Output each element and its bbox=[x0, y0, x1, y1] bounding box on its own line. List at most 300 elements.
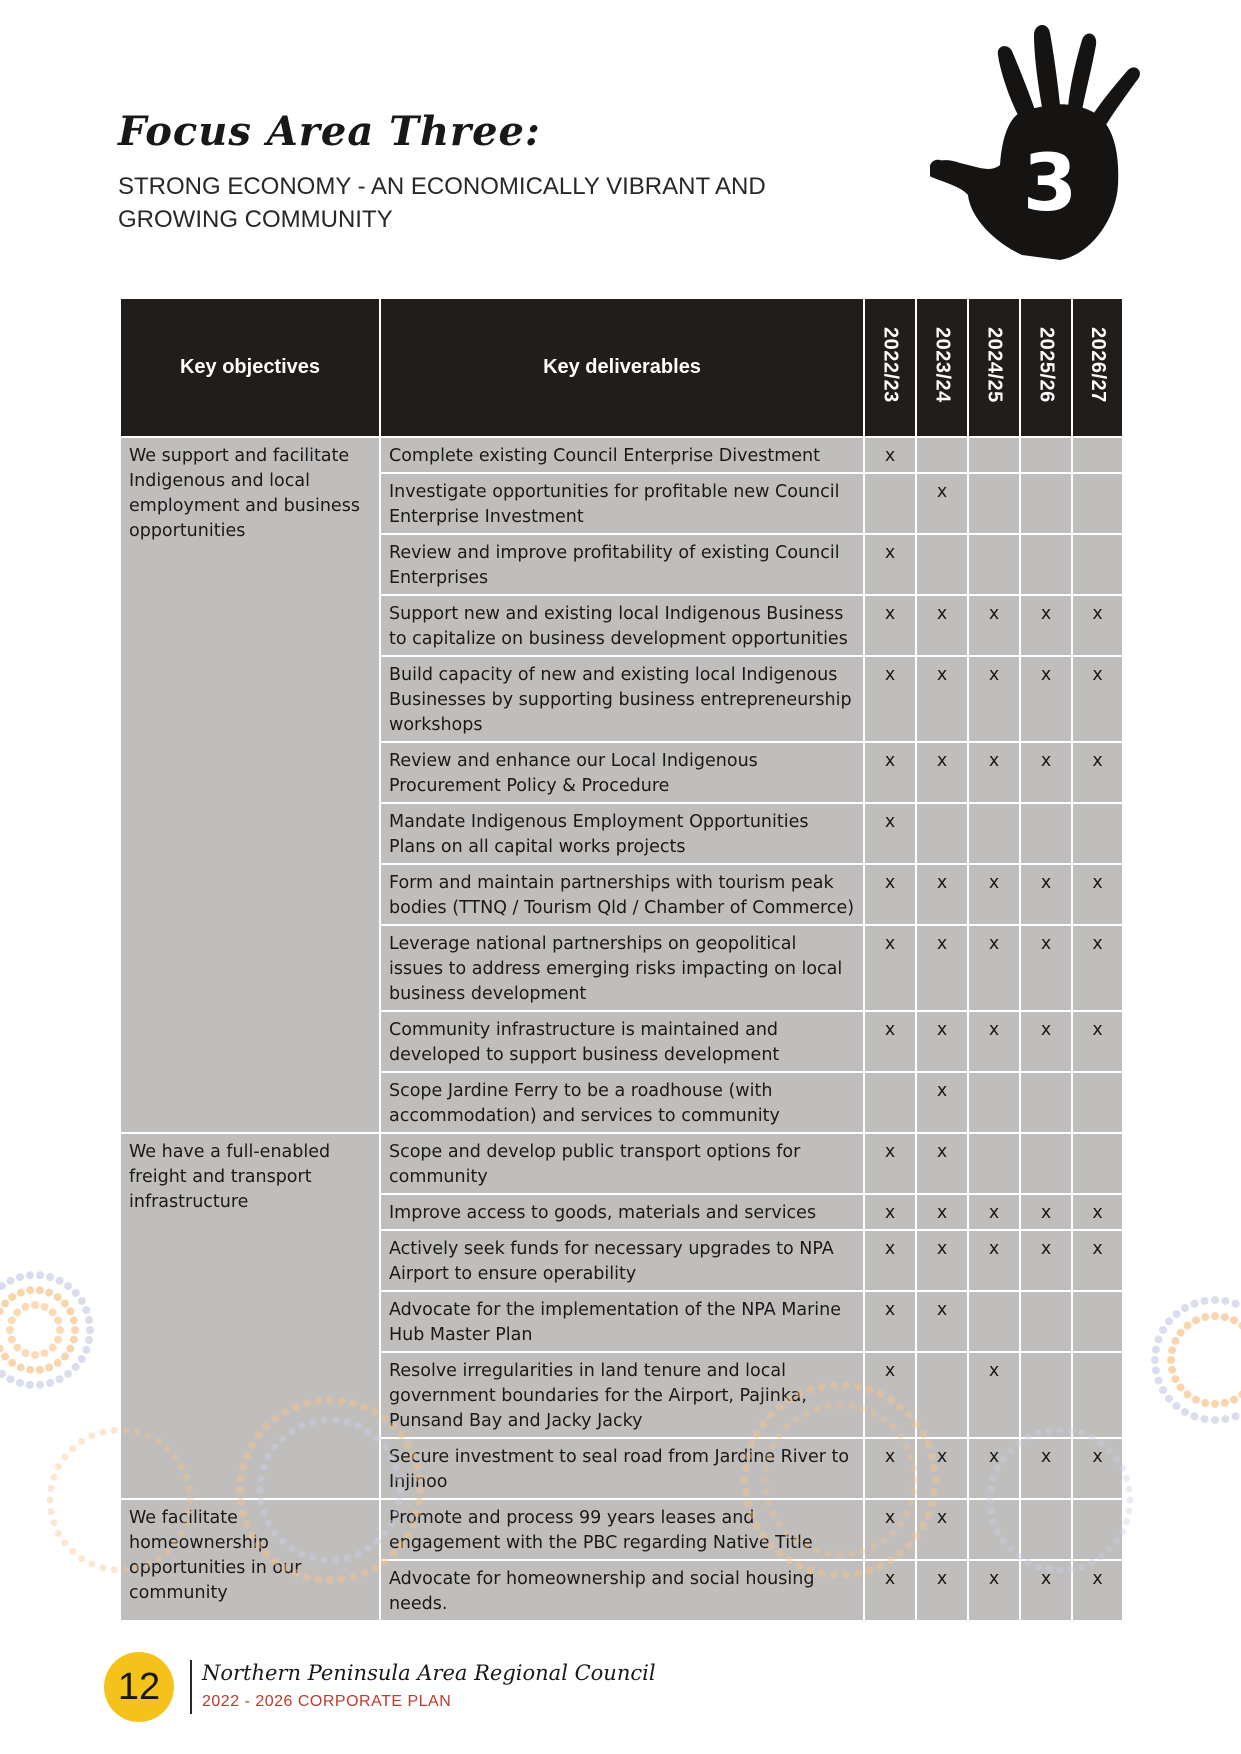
decor-dot bbox=[321, 1556, 328, 1563]
decor-dot bbox=[931, 1476, 939, 1484]
year-mark: x bbox=[1020, 925, 1072, 1011]
decor-dot bbox=[78, 1297, 86, 1305]
decor-dot bbox=[13, 1308, 21, 1316]
decor-dot bbox=[1119, 1465, 1126, 1472]
decor-dot bbox=[381, 1557, 389, 1565]
decor-dot bbox=[279, 1538, 286, 1545]
year-mark: x bbox=[916, 1072, 968, 1133]
decor-dot bbox=[69, 1445, 76, 1452]
decor-dot bbox=[239, 1509, 247, 1517]
decor-dot bbox=[807, 1386, 815, 1394]
decor-dot bbox=[178, 1530, 185, 1537]
decor-dot bbox=[905, 1411, 913, 1419]
decor-dot bbox=[344, 1419, 351, 1426]
year-mark: x bbox=[916, 925, 968, 1011]
decor-dot bbox=[26, 1271, 34, 1279]
decor-dot bbox=[281, 1564, 289, 1572]
year-mark: x bbox=[916, 595, 968, 656]
decor-dot bbox=[47, 1508, 54, 1515]
decor-dot bbox=[314, 1397, 322, 1405]
decor-dot bbox=[8, 1293, 16, 1301]
decor-dot bbox=[371, 1408, 379, 1416]
decor-dot bbox=[45, 1289, 53, 1297]
decor-dot bbox=[13, 1344, 21, 1352]
decor-dot bbox=[279, 1435, 286, 1442]
deliverable-cell: Advocate for the implementation of the NPA Marine Hub Master Plan bbox=[380, 1291, 864, 1352]
decor-dot bbox=[930, 1464, 938, 1472]
decor-dot bbox=[332, 1556, 339, 1563]
decor-dot bbox=[41, 1303, 49, 1311]
decor-dot bbox=[1046, 1566, 1053, 1573]
decor-dot bbox=[82, 1346, 90, 1354]
decor-dot bbox=[111, 1566, 118, 1573]
decor-dot bbox=[66, 1307, 74, 1315]
year-mark: x bbox=[864, 742, 916, 803]
decor-dot bbox=[842, 1381, 850, 1389]
year-mark: x bbox=[864, 864, 916, 925]
year-mark: x bbox=[968, 656, 1020, 742]
decor-dot bbox=[54, 1359, 62, 1367]
deliverable-cell: Scope Jardine Ferry to be a roadhouse (with accommodation) and services to community bbox=[380, 1072, 864, 1133]
decor-dot bbox=[46, 1273, 54, 1281]
decor-dot bbox=[1168, 1346, 1176, 1354]
decor-dot bbox=[21, 1303, 29, 1311]
decor-dot bbox=[912, 1477, 919, 1484]
decor-dot bbox=[271, 1415, 279, 1423]
decor-dot bbox=[71, 1326, 79, 1334]
year-mark: x bbox=[1072, 656, 1123, 742]
year-mark bbox=[968, 437, 1020, 473]
decor-dot bbox=[759, 1532, 767, 1540]
decor-dot bbox=[1015, 1440, 1022, 1447]
decor-dot bbox=[753, 1522, 761, 1530]
decor-dot bbox=[1232, 1300, 1240, 1308]
decor-dot bbox=[122, 1427, 129, 1434]
year-mark: x bbox=[1072, 925, 1123, 1011]
year-mark: x bbox=[1020, 1011, 1072, 1072]
decor-dot bbox=[183, 1474, 190, 1481]
decor-dot bbox=[396, 1475, 403, 1482]
decor-dot bbox=[762, 1477, 769, 1484]
decor-dot bbox=[134, 1564, 141, 1571]
decor-dot bbox=[1159, 1326, 1167, 1334]
decor-dot bbox=[1067, 1427, 1074, 1434]
decor-dot bbox=[82, 1306, 90, 1314]
decor-dot bbox=[890, 1530, 897, 1537]
decor-dot bbox=[36, 1366, 44, 1374]
decor-dot bbox=[1159, 1386, 1167, 1394]
year-mark: x bbox=[916, 1291, 968, 1352]
decor-dot bbox=[1127, 1497, 1134, 1504]
decor-dot bbox=[409, 1520, 417, 1528]
decor-dot bbox=[239, 1463, 247, 1471]
decor-dot bbox=[1106, 1447, 1113, 1454]
year-mark: x bbox=[916, 1011, 968, 1072]
year-mark: x bbox=[916, 656, 968, 742]
decor-dot bbox=[825, 1551, 832, 1558]
decor-dot bbox=[413, 1509, 421, 1517]
deliverable-cell: Support new and existing local Indigenous Business to capitalize on business development opportunities bbox=[380, 595, 864, 656]
decor-dot bbox=[890, 1423, 897, 1430]
decor-dot bbox=[360, 1569, 368, 1577]
objective-cell: We support and facilitate Indigenous and local employment and business opportunities bbox=[120, 437, 380, 1133]
decor-dot bbox=[911, 1465, 918, 1472]
decor-dot bbox=[854, 1383, 862, 1391]
decor-dot bbox=[742, 1464, 750, 1472]
decor-dot bbox=[172, 1454, 179, 1461]
year-mark: x bbox=[968, 1230, 1020, 1291]
year-mark: x bbox=[1072, 864, 1123, 925]
year-mark bbox=[916, 803, 968, 864]
decor-dot bbox=[382, 1529, 389, 1536]
decor-dot bbox=[1088, 1434, 1095, 1441]
year-mark: x bbox=[916, 1499, 968, 1560]
decor-dot bbox=[770, 1442, 777, 1449]
year-mark: x bbox=[1020, 1438, 1072, 1499]
year-mark: x bbox=[864, 1352, 916, 1438]
decor-dot bbox=[265, 1520, 272, 1527]
decor-dot bbox=[1165, 1317, 1173, 1325]
decor-dot bbox=[46, 1379, 54, 1387]
decor-dot bbox=[72, 1289, 80, 1297]
decor-dot bbox=[785, 1396, 793, 1404]
decor-dot bbox=[1007, 1447, 1014, 1454]
year-mark: x bbox=[968, 1194, 1020, 1230]
decor-dot bbox=[390, 1422, 398, 1430]
decor-dot bbox=[1155, 1335, 1163, 1343]
decor-dot bbox=[887, 1556, 895, 1564]
decor-dot bbox=[50, 1474, 57, 1481]
decor-dot bbox=[792, 1416, 799, 1423]
decor-dot bbox=[842, 1571, 850, 1579]
deliverable-cell: Review and improve profitability of existing Council Enterprises bbox=[380, 534, 864, 595]
decor-dot bbox=[64, 1370, 72, 1378]
decor-dot bbox=[31, 1301, 39, 1309]
decor-dot bbox=[164, 1548, 171, 1555]
decor-dot bbox=[172, 1539, 179, 1546]
decor-dot bbox=[1221, 1415, 1229, 1423]
decor-dot bbox=[164, 1445, 171, 1452]
decor-dot bbox=[69, 1548, 76, 1555]
decor-dot bbox=[911, 1488, 918, 1495]
year-mark bbox=[1072, 1072, 1123, 1133]
decor-dot bbox=[61, 1299, 69, 1307]
table-header-row bbox=[120, 298, 1123, 437]
decor-dot bbox=[56, 1277, 64, 1285]
year-mark: x bbox=[1072, 1560, 1123, 1621]
year-mark: x bbox=[968, 1560, 1020, 1621]
year-mark: x bbox=[1020, 656, 1072, 742]
year-mark: x bbox=[916, 1230, 968, 1291]
decor-dot bbox=[813, 1405, 820, 1412]
year-mark: x bbox=[968, 1438, 1020, 1499]
year-mark bbox=[1020, 437, 1072, 473]
decor-dot bbox=[298, 1551, 305, 1558]
decor-dot bbox=[813, 1548, 820, 1555]
decor-dot bbox=[88, 1561, 95, 1568]
decor-dot bbox=[848, 1551, 855, 1558]
decor-dot bbox=[61, 1539, 68, 1546]
deliverable-cell: Secure investment to seal road from Jardine River to Injinoo bbox=[380, 1438, 864, 1499]
decor-dot bbox=[1057, 1427, 1064, 1434]
decor-dot bbox=[762, 1465, 769, 1472]
decor-dot bbox=[837, 1552, 844, 1559]
deliverable-cell: Review and enhance our Local Indigenous Procurement Policy & Procedure bbox=[380, 742, 864, 803]
year-mark bbox=[1020, 1072, 1072, 1133]
decor-dot bbox=[396, 1498, 403, 1505]
decor-dot bbox=[1119, 1528, 1126, 1535]
decor-dot bbox=[47, 1485, 54, 1492]
decor-dot bbox=[288, 1545, 295, 1552]
decor-dot bbox=[1230, 1316, 1238, 1324]
decor-dot bbox=[344, 1554, 351, 1561]
decor-dot bbox=[61, 1454, 68, 1461]
decor-dot bbox=[897, 1432, 904, 1439]
decor-dot bbox=[1171, 1375, 1179, 1383]
header-year-2025: 2025/26 bbox=[1020, 298, 1072, 437]
decor-dot bbox=[55, 1530, 62, 1537]
decor-dot bbox=[0, 1345, 4, 1353]
decor-dot bbox=[1167, 1356, 1175, 1364]
decor-dot bbox=[56, 1375, 64, 1383]
decor-dot bbox=[748, 1511, 756, 1519]
decor-dot bbox=[309, 1419, 316, 1426]
decor-dot bbox=[397, 1487, 404, 1494]
decor-dot bbox=[1, 1353, 9, 1361]
decor-dot bbox=[314, 1575, 322, 1583]
decor-dot bbox=[1126, 1486, 1133, 1493]
decor-dot bbox=[741, 1476, 749, 1484]
decor-dot bbox=[802, 1410, 809, 1417]
decor-dot bbox=[393, 1509, 400, 1516]
decor-dot bbox=[374, 1435, 381, 1442]
decor-dot bbox=[381, 1415, 389, 1423]
decor-dot bbox=[1000, 1538, 1007, 1545]
year-mark: x bbox=[864, 1560, 916, 1621]
year-mark bbox=[1020, 803, 1072, 864]
decor-dot bbox=[134, 1429, 141, 1436]
decor-dot bbox=[390, 1550, 398, 1558]
decor-dot bbox=[1172, 1402, 1180, 1410]
decor-dot bbox=[1184, 1322, 1192, 1330]
year-mark: x bbox=[1020, 1194, 1072, 1230]
decor-dot bbox=[1201, 1313, 1209, 1321]
decor-dot bbox=[1201, 1399, 1209, 1407]
decor-dot bbox=[848, 1402, 855, 1409]
decor-dot bbox=[349, 1573, 357, 1581]
deliverable-cell: Advocate for homeownership and social housing needs. bbox=[380, 1560, 864, 1621]
decor-dot bbox=[928, 1500, 936, 1508]
decor-dot bbox=[930, 1488, 938, 1496]
year-mark: x bbox=[864, 437, 916, 473]
decor-dot bbox=[987, 1507, 994, 1514]
decor-dot bbox=[41, 1349, 49, 1357]
year-mark bbox=[864, 473, 916, 534]
year-mark: x bbox=[1020, 742, 1072, 803]
decor-dot bbox=[248, 1441, 256, 1449]
decor-dot bbox=[271, 1529, 278, 1536]
decor-dot bbox=[802, 1543, 809, 1550]
decor-dot bbox=[913, 1420, 921, 1428]
decor-dot bbox=[47, 1497, 54, 1504]
page-number: 12 bbox=[117, 1666, 161, 1708]
decor-dot bbox=[262, 1550, 270, 1558]
decor-dot bbox=[1067, 1566, 1074, 1573]
decor-dot bbox=[257, 1475, 264, 1482]
decor-dot bbox=[1171, 1337, 1179, 1345]
deliverable-cell: Mandate Indigenous Employment Opportunities Plans on all capital works projects bbox=[380, 803, 864, 864]
decor-dot bbox=[54, 1336, 62, 1344]
decor-dot bbox=[31, 1351, 39, 1359]
decor-dot bbox=[1221, 1399, 1229, 1407]
decor-dot bbox=[785, 1556, 793, 1564]
decor-dot bbox=[66, 1345, 74, 1353]
decor-dot bbox=[1232, 1412, 1240, 1420]
decor-dot bbox=[0, 1370, 6, 1378]
year-mark: x bbox=[1072, 1011, 1123, 1072]
year-mark: x bbox=[916, 1194, 968, 1230]
decor-dot bbox=[1155, 1377, 1163, 1385]
decor-dot bbox=[1201, 1297, 1209, 1305]
year-mark: x bbox=[864, 803, 916, 864]
decor-dot bbox=[765, 1500, 772, 1507]
decor-dot bbox=[796, 1390, 804, 1398]
decor-dot bbox=[85, 1316, 93, 1324]
focus-area-title: Focus Area Three: bbox=[118, 108, 541, 155]
subtitle-line-2: GROWING COMMUNITY bbox=[118, 206, 393, 233]
decor-dot bbox=[1113, 1538, 1120, 1545]
decor-dot bbox=[783, 1423, 790, 1430]
year-mark bbox=[1072, 803, 1123, 864]
year-mark: x bbox=[916, 742, 968, 803]
decor-dot bbox=[1184, 1390, 1192, 1398]
decor-dot bbox=[61, 1353, 69, 1361]
decor-dot bbox=[1177, 1383, 1185, 1391]
decor-dot bbox=[255, 1541, 263, 1549]
decor-dot bbox=[744, 1452, 752, 1460]
year-mark: x bbox=[864, 1194, 916, 1230]
corporate-plan-label: 2022 - 2026 CORPORATE PLAN bbox=[202, 1693, 452, 1710]
decor-dot bbox=[99, 1429, 106, 1436]
header-year-2022: 2022/23 bbox=[864, 298, 916, 437]
decor-dot bbox=[248, 1531, 256, 1539]
decor-dot bbox=[1057, 1567, 1064, 1574]
decor-dot bbox=[49, 1308, 57, 1316]
header-year-2024: 2024/25 bbox=[968, 298, 1020, 437]
decor-dot bbox=[1007, 1546, 1014, 1553]
decor-dot bbox=[1211, 1400, 1219, 1408]
decor-dot bbox=[292, 1569, 300, 1577]
decor-dot bbox=[321, 1417, 328, 1424]
decor-dot bbox=[122, 1566, 129, 1573]
decor-dot bbox=[1025, 1559, 1032, 1566]
year-mark bbox=[1072, 473, 1123, 534]
decor-dot bbox=[360, 1403, 368, 1411]
year-mark: x bbox=[968, 864, 1020, 925]
decor-dot bbox=[262, 1422, 270, 1430]
decor-dot bbox=[924, 1441, 932, 1449]
decor-dot bbox=[854, 1569, 862, 1577]
decor-dot bbox=[17, 1289, 25, 1297]
decor-dot bbox=[186, 1508, 193, 1515]
decor-dot bbox=[775, 1549, 783, 1557]
decor-dot bbox=[78, 1355, 86, 1363]
decor-dot bbox=[881, 1416, 888, 1423]
decor-dot bbox=[355, 1551, 362, 1558]
decor-dot bbox=[8, 1359, 16, 1367]
year-mark bbox=[968, 803, 1020, 864]
year-mark: x bbox=[1072, 595, 1123, 656]
decor-dot bbox=[257, 1487, 264, 1494]
decor-dot bbox=[1192, 1396, 1200, 1404]
objective-cell: We have a full-enabled freight and transport infrastructure bbox=[120, 1133, 380, 1499]
decor-dot bbox=[54, 1316, 62, 1324]
decor-dot bbox=[6, 1375, 14, 1383]
decor-dot bbox=[85, 1336, 93, 1344]
decor-dot bbox=[70, 1316, 78, 1324]
decor-dot bbox=[365, 1428, 372, 1435]
council-name: Northern Peninsula Area Regional Council bbox=[202, 1661, 656, 1685]
decor-dot bbox=[830, 1381, 838, 1389]
decor-dot bbox=[388, 1453, 395, 1460]
decor-dot bbox=[303, 1573, 311, 1581]
year-mark: x bbox=[968, 595, 1020, 656]
decor-dot bbox=[1098, 1440, 1105, 1447]
decor-dot bbox=[1211, 1416, 1219, 1424]
decor-dot bbox=[1123, 1518, 1130, 1525]
decor-dot bbox=[1165, 1395, 1173, 1403]
decor-dot bbox=[792, 1537, 799, 1544]
decor-dot bbox=[326, 1576, 334, 1584]
year-mark: x bbox=[968, 742, 1020, 803]
year-mark bbox=[968, 1133, 1020, 1194]
deliverable-cell: Promote and process 99 years leases and engagement with the PBC regarding Native Title bbox=[380, 1499, 864, 1560]
footer-divider bbox=[190, 1660, 192, 1714]
decor-dot bbox=[1221, 1297, 1229, 1305]
year-mark: x bbox=[968, 925, 1020, 1011]
decor-dot bbox=[908, 1453, 915, 1460]
decor-dot bbox=[1201, 1415, 1209, 1423]
decor-dot bbox=[783, 1530, 790, 1537]
year-mark: x bbox=[1072, 742, 1123, 803]
year-mark: x bbox=[864, 1499, 916, 1560]
objective-cell: We facilitate homeownership opportunities in our community bbox=[120, 1499, 380, 1621]
decor-dot bbox=[1190, 1412, 1198, 1420]
decor-dot bbox=[257, 1498, 264, 1505]
year-mark: x bbox=[916, 1133, 968, 1194]
focus-area-subtitle bbox=[118, 170, 818, 236]
decor-dot bbox=[818, 1569, 826, 1577]
year-mark: x bbox=[864, 1230, 916, 1291]
decor-dot bbox=[281, 1408, 289, 1416]
decor-dot bbox=[255, 1431, 263, 1439]
decor-dot bbox=[1126, 1507, 1133, 1514]
year-mark bbox=[1020, 534, 1072, 595]
table-row bbox=[120, 1133, 1123, 1194]
decor-dot bbox=[178, 1463, 185, 1470]
decor-dot bbox=[1152, 1366, 1160, 1374]
decor-dot bbox=[1035, 1430, 1042, 1437]
decor-dot bbox=[865, 1386, 873, 1394]
decor-dot bbox=[1106, 1546, 1113, 1553]
decor-dot bbox=[1025, 1434, 1032, 1441]
deliverable-cell: Community infrastructure is maintained and developed to support business development bbox=[380, 1011, 864, 1072]
header-key-objectives: Key objectives bbox=[120, 298, 380, 437]
decor-dot bbox=[0, 1282, 6, 1290]
year-mark: x bbox=[1020, 864, 1072, 925]
decor-dot bbox=[26, 1366, 34, 1374]
decor-dot bbox=[1192, 1316, 1200, 1324]
